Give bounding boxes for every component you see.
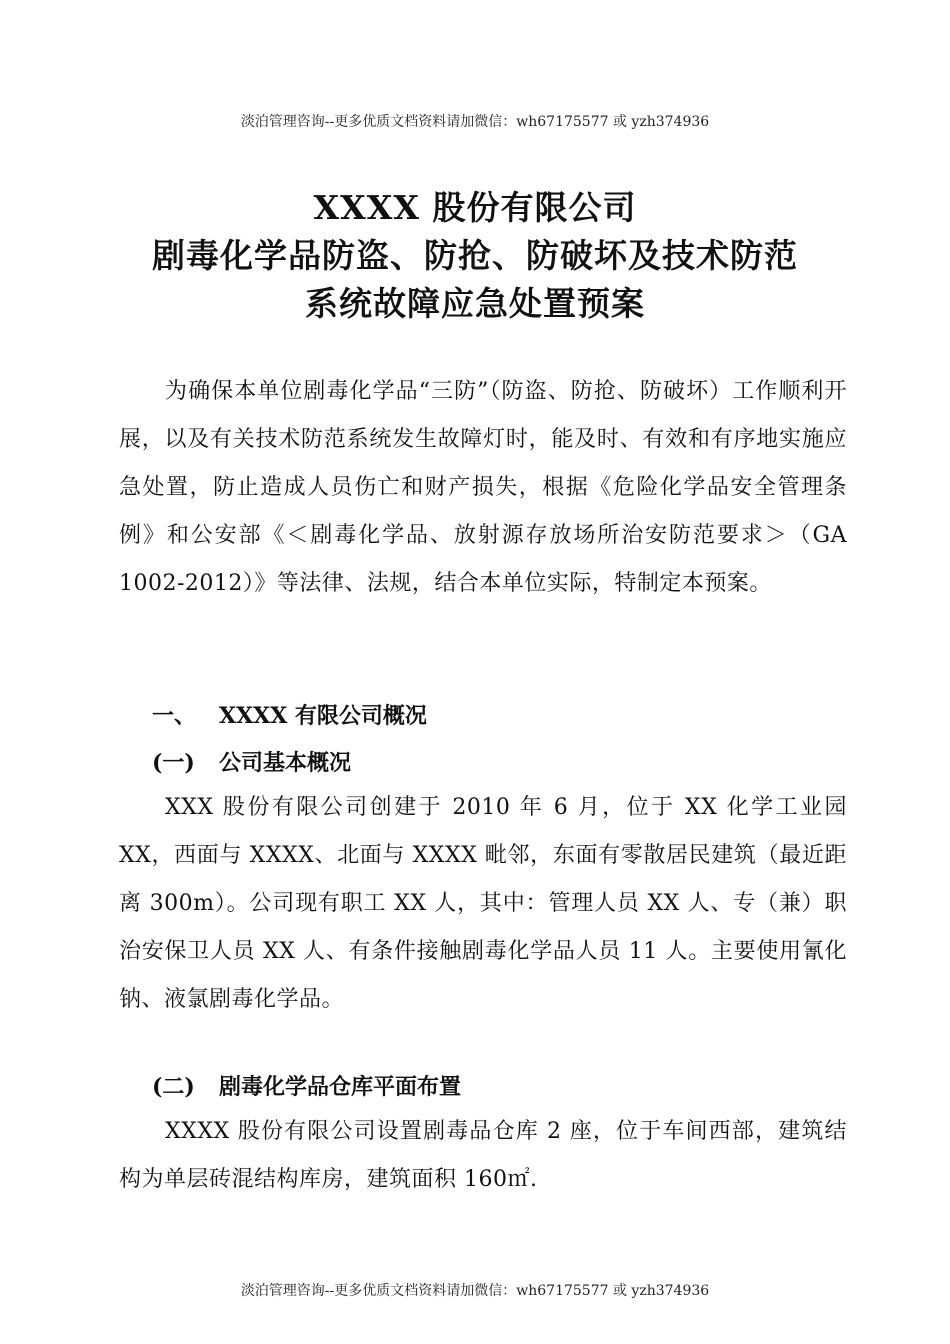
subsection-2-title: 剧毒化学品仓库平面布置 bbox=[219, 1074, 462, 1100]
page-header: 淡泊管理咨询--更多优质文档资料请加微信：wh67175577 或 yzh374936 bbox=[240, 114, 710, 130]
document-title bbox=[110, 184, 840, 328]
subsection-1-heading bbox=[152, 747, 351, 779]
intro-paragraph: 为确保本单位剧毒化学品“三防”（防盗、防抢、防破坏）工作顺利开展，以及有关技术防范系统发生故障灯时，能及时、有效和有序地实施应急处置，防止造成人员伤亡和财产损失，根据《危险化学品安全管理条例》和公安部《＜剧毒化学品、放射源存放场所治安防范要求＞（GA 1002-2012）》等法律、法规，结合本单位实际，特制定本预案。 bbox=[119, 379, 847, 596]
section-1-number: 一、 bbox=[152, 703, 197, 729]
subsection-1-number: (一) bbox=[152, 750, 195, 776]
subsection-1-paragraph: XXX 股份有限公司创建于 2010 年 6 月，位于 XX 化学工业园XX，西面与 XXXX、北面与 XXXX 毗邻，东面有零散居民建筑（最近距离 300m）。公司现有职工 XX 人，其中：管理人员 XX 人、专（兼）职治安保卫人员 XX 人、有条件接触剧毒化学品人员 11 人。主要使用氰化钠、液氯剧毒化学品。 bbox=[119, 795, 847, 1012]
title-line-2: 剧毒化学品防盗、防抢、防破坏及技术防范 bbox=[152, 236, 798, 275]
subsection-2-paragraph: XXXX 股份有限公司设置剧毒品仓库 2 座，位于车间西部，建筑结构为单层砖混结构库房，建筑面积 160㎡. bbox=[119, 1119, 847, 1192]
section-1-title: XXXX 有限公司概况 bbox=[219, 703, 427, 729]
title-line-3: 系统故障应急处置预案 bbox=[305, 284, 645, 323]
page-footer: 淡泊管理咨询--更多优质文档资料请加微信：wh67175577 或 yzh374936 bbox=[240, 1283, 710, 1299]
subsection-2-number: (二) bbox=[152, 1074, 195, 1100]
title-line-1: XXXX 股份有限公司 bbox=[313, 188, 637, 227]
subsection-1-title: 公司基本概况 bbox=[219, 750, 352, 776]
subsection-2-heading bbox=[152, 1071, 461, 1103]
section-1-heading bbox=[152, 700, 427, 732]
